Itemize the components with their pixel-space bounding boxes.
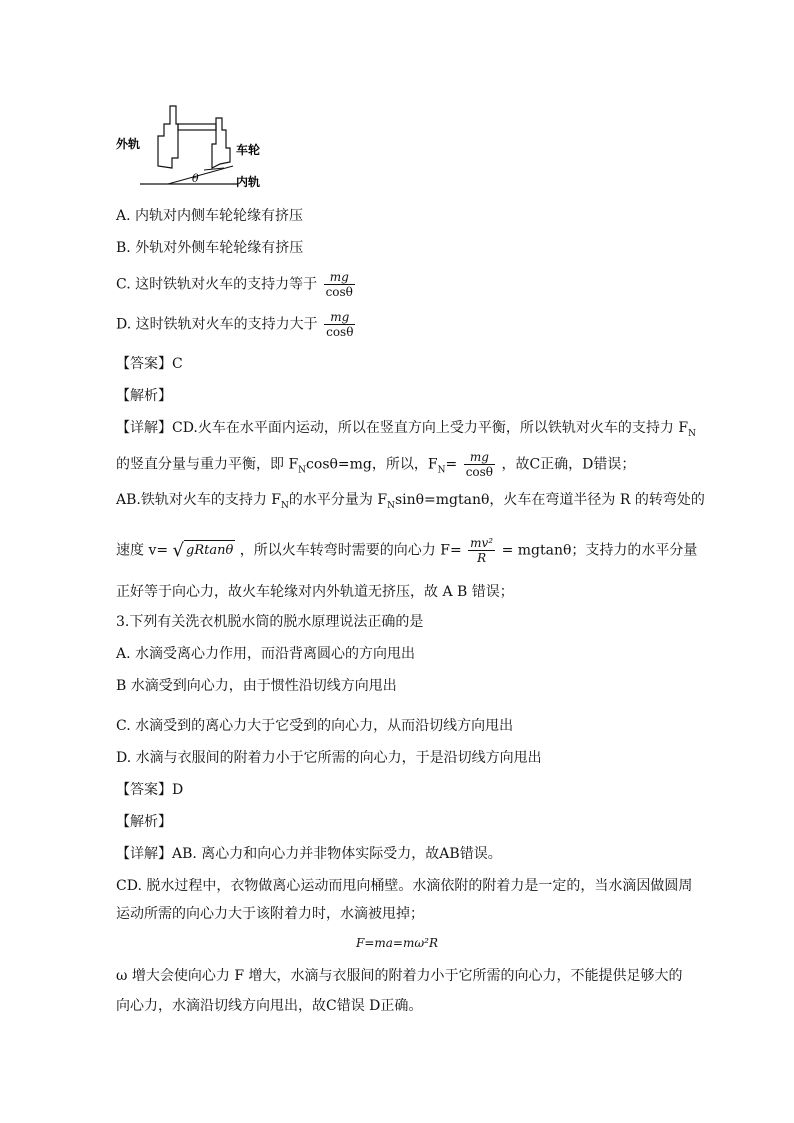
q3-option-b: B 水滴受到向心力，由于惯性沿切线方向甩出 [116, 678, 397, 694]
sqrt-expression: √ gRtanθ [172, 539, 234, 561]
subscript: N [688, 428, 696, 439]
frac-den: cosθ [465, 465, 494, 479]
q3-formula: F=ma=mω²R [356, 936, 438, 950]
frac-num: mg [330, 310, 350, 324]
radicand: gRtanθ [184, 540, 235, 561]
label-theta: θ [192, 172, 199, 185]
frac-num: mg [469, 450, 489, 464]
q3-option-a: A. 水滴受离心力作用，而沿背离圆心的方向甩出 [116, 646, 416, 662]
subscript: N [298, 465, 307, 476]
q3-option-d: D. 水滴与衣服间的附着力小于它所需的向心力，于是沿切线方向甩出 [116, 750, 542, 766]
q2-option-d-text: D. 这时铁轨对火车的支持力大于 [116, 316, 318, 333]
q2-analysis-heading: 【解析】 [116, 388, 172, 404]
text: sinθ=mgtanθ，火车在弯道半径为 R 的转弯处的 [394, 492, 705, 508]
text: cosθ=mg，所以，F [306, 456, 438, 473]
q2-option-d [116, 310, 357, 339]
frac-den: cosθ [325, 285, 353, 299]
q2-force-fraction [468, 536, 495, 565]
q2-option-d-fraction [324, 310, 355, 339]
text: ，所以火车转弯时需要的向心力 F= [239, 542, 462, 559]
q2-detail-line-4 [116, 536, 697, 565]
q3-detail-line-1: 【详解】AB. 离心力和向心力并非物体实际受力，故AB错误。 [116, 846, 502, 862]
text: 的水平分量为 F [288, 492, 388, 508]
q2-detail-line-5: 正好等于向心力，故火车轮缘对内外轨道无挤压，故 A B 错误； [116, 584, 514, 600]
text: = mgtanθ；支持力的水平分量 [501, 542, 698, 559]
q2-option-c-fraction [324, 270, 355, 299]
text: = [445, 456, 458, 473]
text: ，故C正确，D错误； [501, 456, 636, 473]
frac-num: mv² [470, 536, 494, 550]
rail-diagram [108, 96, 288, 196]
subscript: N [387, 500, 395, 511]
q3-analysis-heading: 【解析】 [116, 814, 172, 830]
q3-option-c: C. 水滴受到的离心力大于它受到的向心力，从而沿切线方向甩出 [116, 718, 514, 734]
q3-detail-line-5: 向心力，水滴沿切线方向甩出，故C错误 D正确。 [116, 998, 423, 1014]
subscript: N [437, 465, 446, 476]
q2-detail-fraction [464, 450, 495, 479]
q3-detail-line-4: ω 增大会使向心力 F 增大，水滴与衣服间的附着力小于它所需的向心力，不能提供足够大的 [116, 968, 683, 984]
text: 速度 v= [116, 542, 169, 559]
label-outer-rail: 外轨 [116, 137, 141, 151]
text: 【详解】CD.火车在水平面内运动，所以在竖直方向上受力平衡，所以铁轨对火车的支持力 F [116, 420, 689, 436]
q2-option-c-text: C. 这时铁轨对火车的支持力等于 [116, 276, 318, 293]
q2-option-a: A. 内轨对内侧车轮轮缘有挤压 [116, 208, 304, 224]
q2-detail-line-2 [116, 450, 635, 480]
frac-den: R [477, 551, 487, 565]
q3-detail-line-3: 运动所需的向心力大于该附着力时，水滴被甩掉； [116, 906, 424, 922]
q2-answer: 【答案】C [116, 356, 183, 372]
q2-detail-line-1 [116, 418, 696, 444]
text: 的竖直分量与重力平衡，即 F [116, 456, 299, 473]
subscript: N [281, 500, 289, 511]
frac-num: mg [329, 270, 349, 284]
label-inner-rail: 内轨 [236, 175, 261, 189]
q3-answer: 【答案】D [116, 782, 184, 798]
frac-den: cosθ [326, 325, 354, 339]
q2-detail-line-3 [116, 490, 705, 516]
q3-stem: 3.下列有关洗衣机脱水筒的脱水原理说法正确的是 [116, 614, 424, 630]
text: AB.铁轨对火车的支持力 F [116, 492, 282, 508]
q2-option-c [116, 270, 357, 299]
q3-detail-line-2: CD. 脱水过程中，衣物做离心运动而甩向桶壁。水滴依附的附着力是一定的，当水滴因做圆周 [116, 878, 693, 894]
label-wheel: 车轮 [236, 143, 261, 157]
q2-option-b: B. 外轨对外侧车轮轮缘有挤压 [116, 240, 304, 256]
